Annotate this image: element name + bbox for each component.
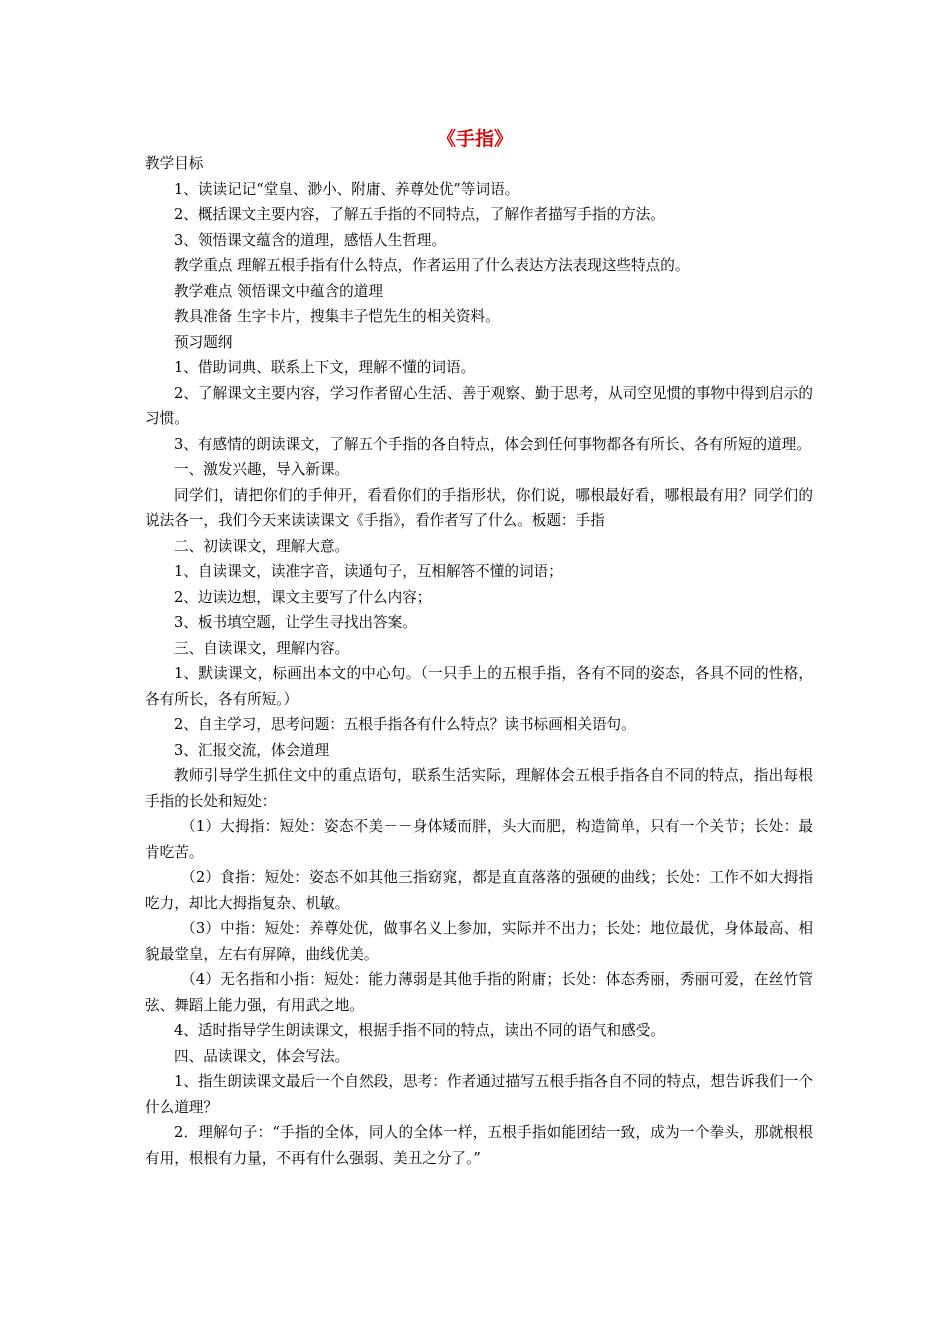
- paragraph: 教学目标: [145, 155, 204, 172]
- paragraph: （1）大拇指：短处：姿态不美－－身体矮而胖，头大而肥，构造简单，只有一个关节；长处：最肯吃苦。: [145, 818, 813, 861]
- paragraph: 教学重点 理解五根手指有什么特点，作者运用了什么表达方法表现这些特点的。: [174, 257, 690, 274]
- document-body: [145, 151, 813, 1171]
- paragraph: 四、品读课文，体会写法。: [174, 1047, 350, 1065]
- paragraph: 1、读读记记“堂皇、渺小、附庸、养尊处优”等词语。: [174, 180, 520, 198]
- paragraph: 教具准备 生字卡片，搜集丰子恺先生的相关资料。: [174, 308, 500, 325]
- paragraph: （4）无名指和小指：短处：能力薄弱是其他手指的附庸；长处：体态秀丽，秀丽可爱，在丝竹管弦、舞蹈上能力强，有用武之地。: [145, 971, 813, 1014]
- paragraph: 2、边读边想，课文主要写了什么内容；: [174, 588, 432, 606]
- paragraph: 3、有感情的朗读课文，了解五个手指的各自特点，体会到任何事物都各有所长、各有所短的道理。: [174, 435, 811, 453]
- paragraph: 2、概括课文主要内容，了解五手指的不同特点，了解作者描写手指的方法。: [174, 206, 665, 223]
- paragraph: 3、领悟课文蕴含的道理，感悟人生哲理。: [174, 231, 446, 249]
- paragraph: 2．理解句子：“手指的全体，同人的全体一样，五根手指如能团结一致，成为一个拳头，那就根根有用，根根有力量，不再有什么强弱、美丑之分了。”: [145, 1124, 813, 1167]
- paragraph: 3、汇报交流，体会道理: [174, 741, 330, 759]
- paragraph: 预习题纲: [174, 333, 233, 351]
- paragraph: 教学难点 领悟课文中蕴含的道理: [174, 282, 383, 300]
- paragraph: 同学们，请把你们的手伸开，看看你们的手指形状，你们说，哪根最好看，哪根最有用？同学们的说法各一，我们今天来读读课文《手指》，看作者写了什么。板题：手指: [145, 486, 813, 529]
- paragraph: 1、指生朗读课文最后一个自然段，思考：作者通过描写五根手指各自不同的特点，想告诉我们一个什么道理？: [145, 1073, 813, 1116]
- paragraph: 1、借助词典、联系上下文，理解不懂的词语。: [174, 359, 476, 376]
- paragraph: 1、默读课文，标画出本文的中心句。（一只手上的五根手指，各有不同的姿态，各具不同的性格，各有所长，各有所短。）: [145, 665, 813, 708]
- paragraph: 1、自读课文，读准字音，读通句子，互相解答不懂的词语；: [174, 563, 563, 580]
- paragraph: （3）中指：短处：养尊处优，做事名义上参加，实际并不出力；长处：地位最优，身体最高、相貌最堂皇，左右有屏障，曲线优美。: [145, 920, 813, 963]
- document-title: 《手指》: [436, 128, 513, 150]
- paragraph: 4、适时指导学生朗读课文，根据手指不同的特点，读出不同的语气和感受。: [174, 1022, 665, 1039]
- paragraph: 3、板书填空题，让学生寻找出答案。: [174, 614, 417, 631]
- paragraph: 三、自读课文，理解内容。: [174, 639, 350, 657]
- paragraph: 2、了解课文主要内容，学习作者留心生活、善于观察、勤于思考，从司空见惯的事物中得到启示的习惯。: [145, 384, 813, 427]
- paragraph: 一、激发兴趣，导入新课。: [174, 461, 350, 478]
- paragraph: 教师引导学生抓住文中的重点语句，联系生活实际，理解体会五根手指各自不同的特点，指出每根手指的长处和短处：: [145, 767, 813, 810]
- paragraph: （2）食指：短处：姿态不如其他三指窈窕，都是直直落落的强硬的曲线；长处：工作不如大拇指吃力，却比大拇指复杂、机敏。: [145, 869, 813, 912]
- paragraph: 2、自主学习，思考问题：五根手指各有什么特点？读书标画相关语句。: [174, 716, 636, 733]
- paragraph: 二、初读课文，理解大意。: [174, 537, 350, 555]
